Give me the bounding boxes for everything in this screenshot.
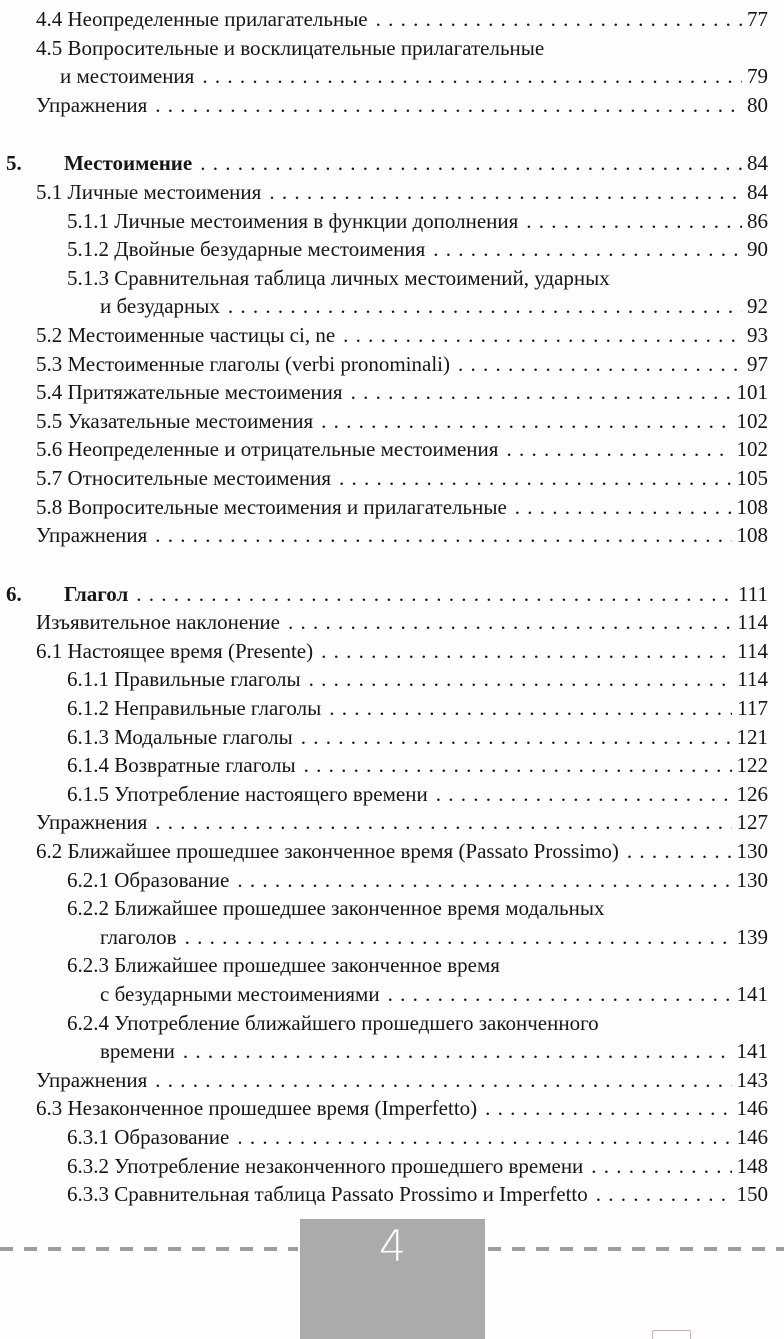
entry-label: 5.1 Личные местоимения [36, 179, 262, 204]
entry-label: 6.1 Настоящее время (Presente) [36, 638, 314, 663]
entry-label: 6.2 Ближайшее прошедшее законченное время (Passato Prossimo) [36, 839, 619, 864]
dot-leader [301, 723, 732, 752]
entry-label: 5.4 Притяжательные местоимения [36, 380, 343, 405]
toc-entry [0, 493, 768, 522]
entry-label: 6.1.3 Модальные глаголы [67, 724, 293, 749]
entry-page-number: 114 [737, 610, 768, 635]
entry-label: Упражнения [36, 523, 148, 548]
entry-page-number: 79 [747, 64, 768, 89]
toc-entry [0, 923, 768, 952]
entry-page-number: 97 [747, 351, 768, 376]
dot-leader [343, 321, 742, 350]
toc-entry [0, 91, 768, 120]
dot-leader [329, 694, 732, 723]
entry-label: 6.3 Незаконченное прошедшее время (Imperfetto) [36, 1096, 478, 1121]
dot-leader [200, 149, 742, 178]
entry-page-number: 114 [737, 638, 768, 663]
toc-entry [0, 521, 768, 550]
toc-entry [0, 464, 768, 493]
entry-label: 6.3.1 Образование [67, 1124, 230, 1149]
dot-leader [155, 1066, 731, 1095]
toc-entry [0, 407, 768, 436]
dot-leader [458, 350, 742, 379]
toc-entry [0, 608, 768, 637]
entry-label: Упражнения [36, 1067, 148, 1092]
toc-entry [0, 780, 768, 809]
footer-page-number: 4 [378, 1222, 407, 1272]
toc-entry [0, 1094, 768, 1123]
toc-entry [0, 1009, 768, 1038]
entry-label: 6.1.5 Употребление настоящего времени [67, 781, 428, 806]
entry-page-number: 143 [736, 1067, 768, 1092]
entry-label: 6.1.2 Неправильные глаголы [67, 696, 322, 721]
dot-leader [596, 1180, 732, 1209]
dot-leader [339, 464, 732, 493]
chapter-number: 6. [6, 581, 22, 606]
dot-leader [388, 980, 732, 1009]
entry-label: Местоимение [64, 151, 193, 176]
entry-label: 5.1.1 Личные местоимения в функции дополнения [67, 208, 519, 233]
footer-page-number-box [300, 1219, 485, 1339]
dot-leader [436, 780, 732, 809]
entry-label: 5.7 Относительные местоимения [36, 465, 331, 490]
entry-page-number: 84 [747, 151, 768, 176]
toc-entry [0, 1180, 768, 1209]
entry-label: Упражнения [36, 92, 148, 117]
entry-page-number: 108 [736, 523, 768, 548]
toc-entry [0, 321, 768, 350]
toc-entry [0, 207, 768, 236]
entry-label: Глагол [64, 581, 129, 606]
entry-page-number: 122 [736, 753, 768, 778]
entry-page-number: 117 [737, 696, 768, 721]
dot-leader [485, 1094, 731, 1123]
entry-page-number: 90 [747, 237, 768, 262]
entry-label: 5.8 Вопросительные местоимения и прилагательные [36, 494, 507, 519]
entry-label: времени [100, 1039, 175, 1064]
dot-leader [185, 923, 732, 952]
toc-entry [0, 1037, 768, 1066]
entry-label: 6.2.1 Образование [67, 867, 230, 892]
dot-leader [627, 837, 732, 866]
entry-page-number: 101 [736, 380, 768, 405]
entry-label: 4.5 Вопросительные и восклицательные прилагательные [36, 35, 545, 60]
entry-page-number: 139 [736, 924, 768, 949]
toc-entry [0, 1123, 768, 1152]
entry-label: и местоимения [60, 64, 195, 89]
toc-entry [0, 5, 768, 34]
toc-entry [0, 264, 768, 293]
entry-label: 5.6 Неопределенные и отрицательные местоимения [36, 437, 499, 462]
entry-page-number: 92 [747, 294, 768, 319]
entry-page-number: 105 [736, 465, 768, 490]
entry-page-number: 77 [747, 7, 768, 31]
toc-entry [0, 694, 768, 723]
toc-entry [0, 837, 768, 866]
entry-page-number: 141 [736, 982, 768, 1006]
dot-leader [304, 751, 732, 780]
entry-label: 5.1.2 Двойные безударные местоимения [67, 237, 426, 262]
toc-entry [0, 435, 768, 464]
entry-page-number: 127 [736, 810, 768, 835]
entry-label: 5.2 Местоименные частицы ci, ne [36, 322, 336, 347]
dot-leader [269, 178, 742, 207]
entry-page-number: 80 [747, 92, 768, 117]
entry-page-number: 93 [747, 322, 768, 347]
dashed-divider-left [0, 1247, 298, 1251]
toc-entry [0, 637, 768, 666]
toc-entry [0, 665, 768, 694]
toc-entry [0, 62, 768, 91]
dot-leader [376, 5, 742, 34]
entry-label: 6.1.4 Возвратные глаголы [67, 753, 296, 778]
entry-page-number: 102 [736, 437, 768, 462]
entry-label: 5.5 Указательные местоимения [36, 408, 314, 433]
entry-page-number: 141 [736, 1039, 768, 1064]
toc-entry [0, 980, 768, 1009]
entry-page-number: 84 [747, 179, 768, 204]
dot-leader [237, 866, 731, 895]
toc-entry [0, 866, 768, 895]
entry-label: 6.3.3 Сравнительная таблица Passato Prossimo и Imperfetto [67, 1182, 588, 1207]
dot-leader [183, 1037, 732, 1066]
toc-entry [0, 292, 768, 321]
dashed-divider-right [488, 1247, 784, 1251]
chapter-number: 5. [6, 151, 22, 176]
toc-entry [0, 235, 768, 264]
entry-label: 6.2.3 Ближайшее прошедшее законченное время [67, 953, 500, 978]
toc-entry [0, 894, 768, 923]
entry-label: 5.1.3 Сравнительная таблица личных местоимений, ударных [67, 265, 610, 290]
dot-leader [591, 1152, 731, 1181]
toc-entry [0, 751, 768, 780]
entry-label: 6.2.2 Ближайшее прошедшее законченное время модальных [67, 896, 605, 921]
dot-leader [321, 637, 732, 666]
toc-entry [0, 178, 768, 207]
entry-page-number: 148 [736, 1153, 768, 1178]
dot-leader [506, 435, 731, 464]
dot-leader [202, 62, 742, 91]
entry-page-number: 121 [736, 724, 768, 749]
entry-label: глаголов [100, 924, 177, 949]
dot-leader [136, 580, 733, 609]
dot-leader [515, 493, 732, 522]
dot-leader [155, 91, 742, 120]
dot-leader [351, 378, 732, 407]
dot-leader [155, 808, 731, 837]
dot-leader [321, 407, 731, 436]
entry-label: 4.4 Неопределенные прилагательные [36, 7, 368, 31]
entry-label: 5.3 Местоименные глаголы (verbi pronominali) [36, 351, 451, 376]
entry-page-number: 108 [736, 494, 768, 519]
entry-label: Изъявительное наклонение [36, 610, 280, 635]
entry-page-number: 146 [736, 1124, 768, 1149]
toc-entry [0, 808, 768, 837]
entry-label: 6.1.1 Правильные глаголы [67, 667, 301, 692]
entry-page-number: 150 [736, 1182, 768, 1207]
toc-entry [0, 580, 768, 609]
entry-page-number: 102 [736, 408, 768, 433]
entry-label: 6.3.2 Употребление незаконченного прошедшего времени [67, 1153, 584, 1178]
dot-leader [433, 235, 742, 264]
entry-page-number: 130 [736, 839, 768, 864]
entry-page-number: 126 [736, 781, 768, 806]
entry-label: и безударных [100, 294, 220, 319]
dot-leader [237, 1123, 731, 1152]
toc-entry [0, 378, 768, 407]
entry-page-number: 86 [747, 208, 768, 233]
toc-entry [0, 34, 768, 63]
entry-page-number: 146 [736, 1096, 768, 1121]
entry-label: 6.2.4 Употребление ближайшего прошедшего законченного [67, 1010, 599, 1035]
dot-leader [288, 608, 732, 637]
toc-entry [0, 1066, 768, 1095]
toc-entry [0, 723, 768, 752]
toc-entry [0, 951, 768, 980]
toc-entry [0, 1152, 768, 1181]
dot-leader [309, 665, 733, 694]
scan-artifact [652, 1330, 691, 1339]
dot-leader [228, 292, 742, 321]
entry-page-number: 111 [738, 581, 768, 606]
entry-page-number: 130 [736, 867, 768, 892]
toc-entry [0, 350, 768, 379]
dot-leader [526, 207, 742, 236]
entry-page-number: 114 [737, 667, 768, 692]
dot-leader [155, 521, 731, 550]
entry-label: с безударными местоимениями [100, 982, 380, 1006]
toc-entry [0, 149, 768, 178]
entry-label: Упражнения [36, 810, 148, 835]
